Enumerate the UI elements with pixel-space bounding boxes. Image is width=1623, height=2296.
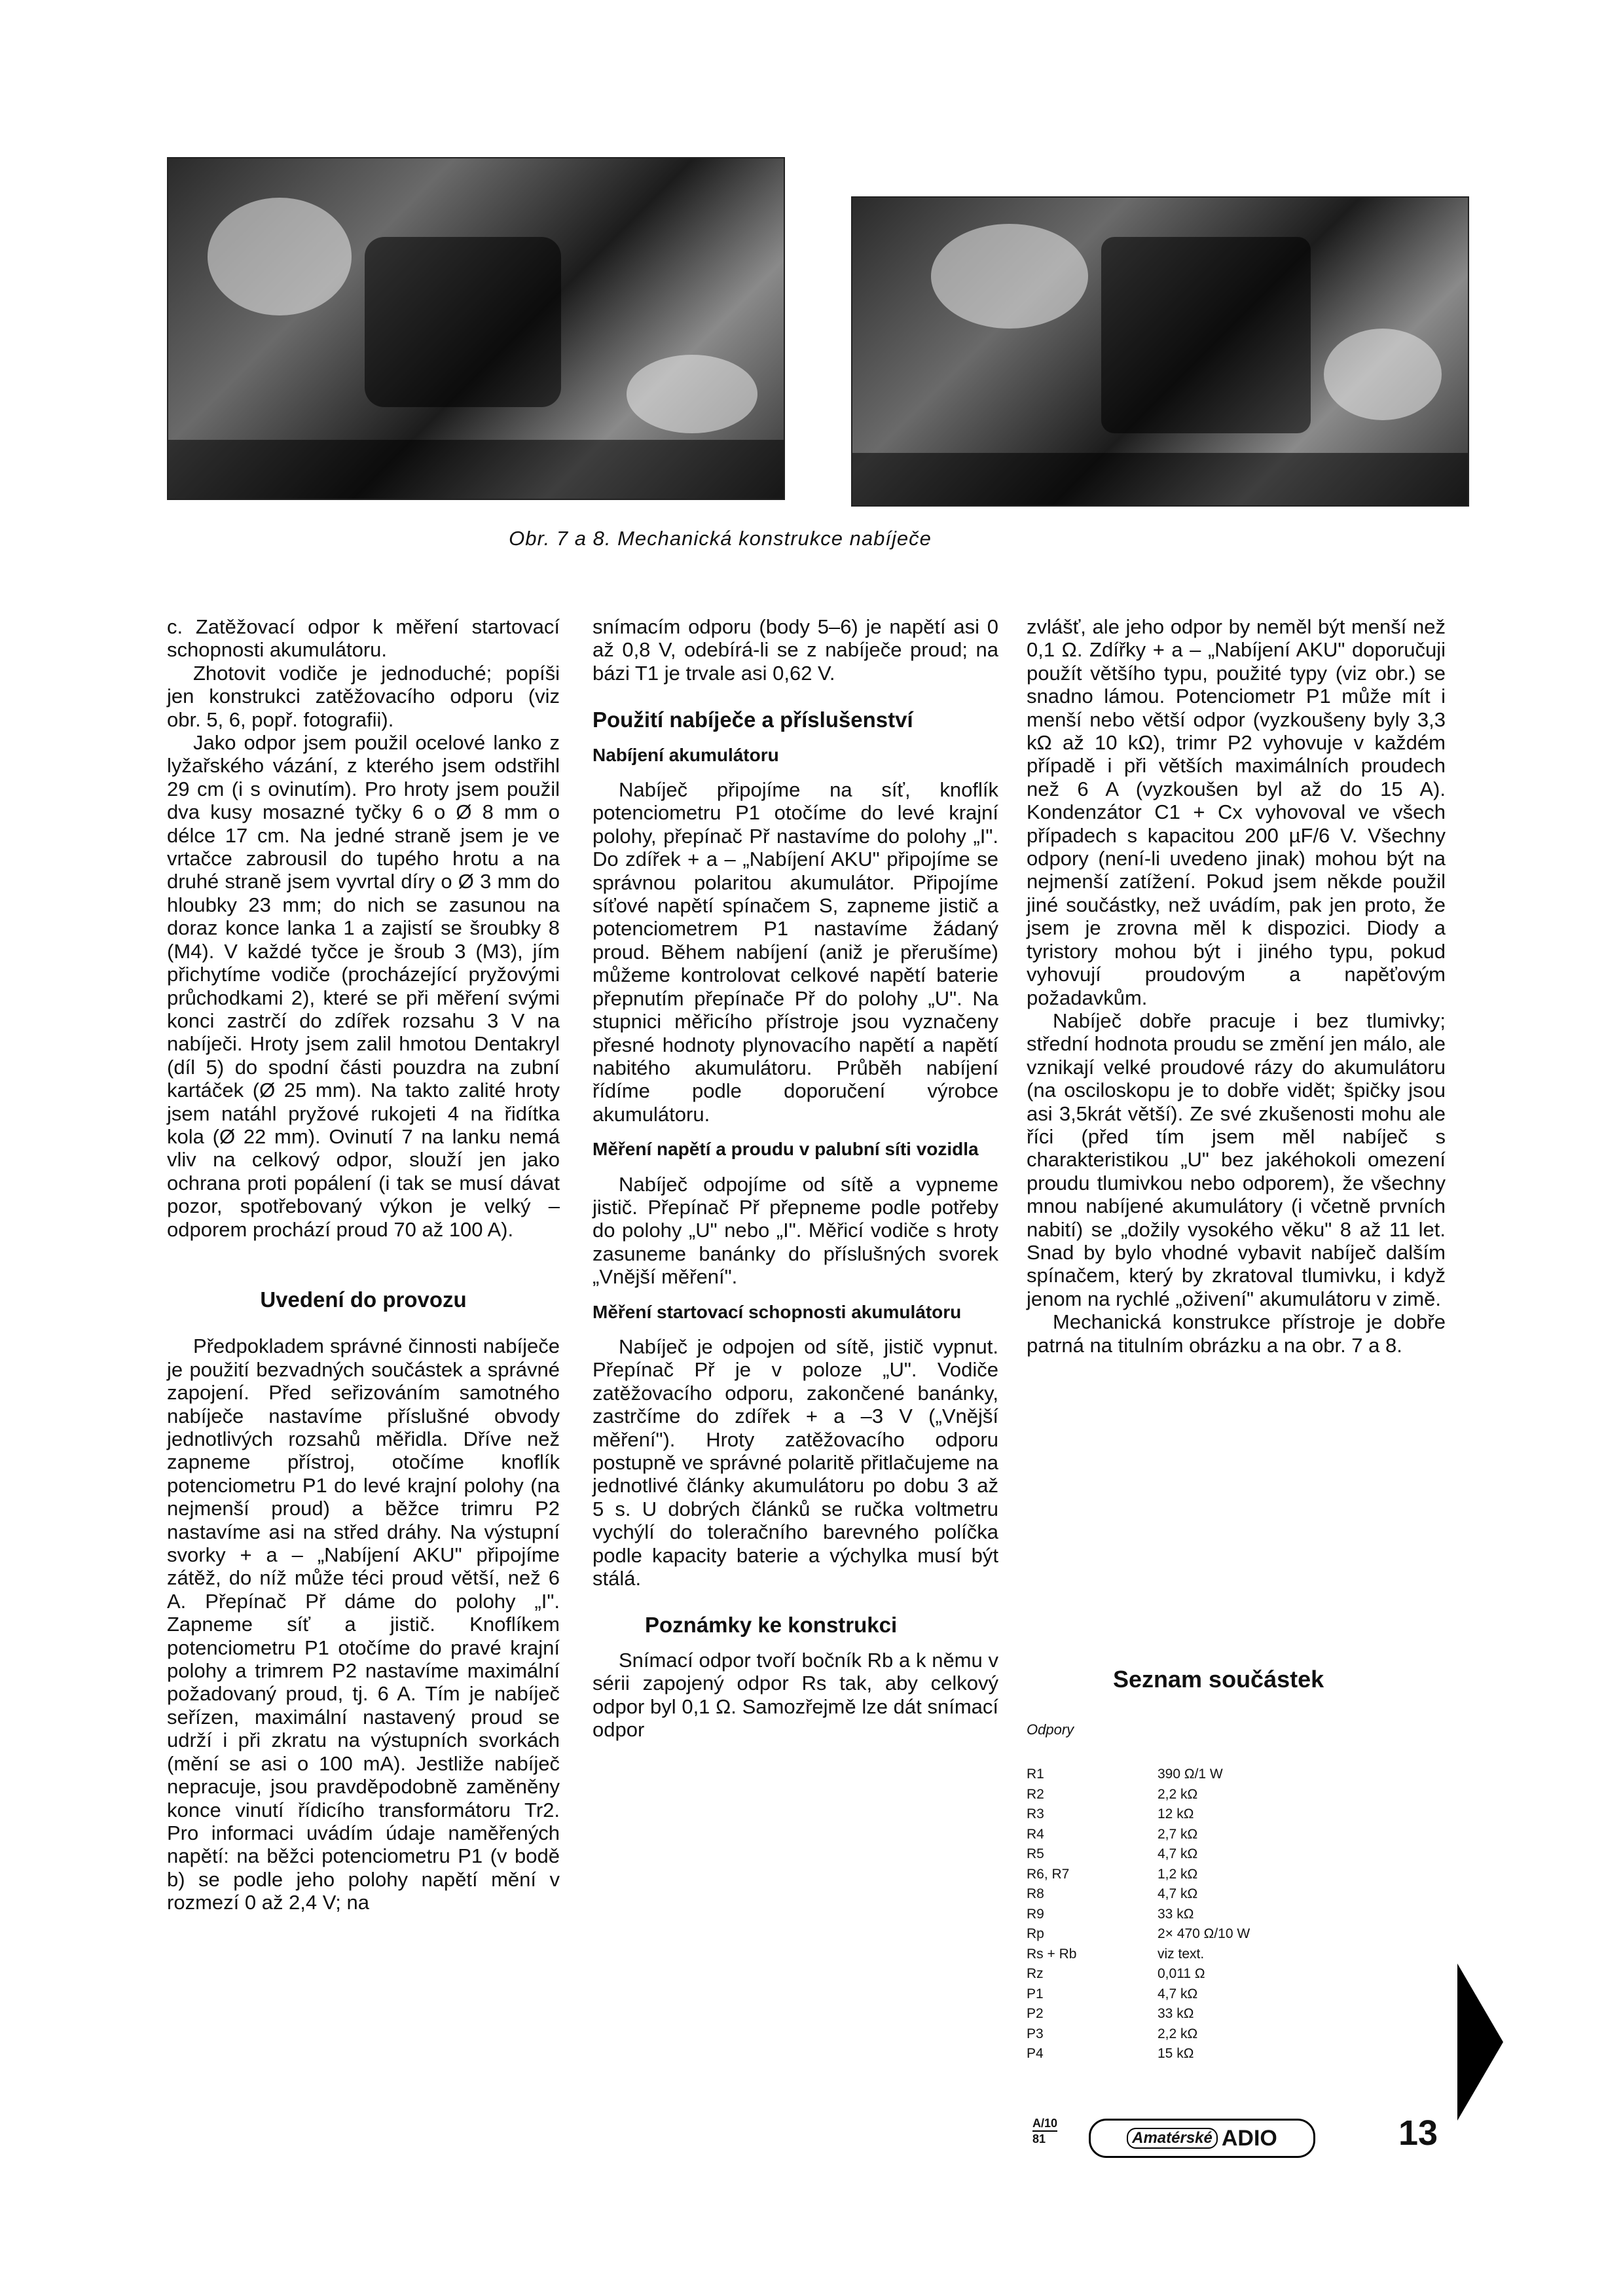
part-designator: P1 [1027,1986,1044,2001]
paragraph: Mechanická konstrukce přístroje je dobře patrná na titulním obrázku a na obr. 7 a 8. [1027,1310,1446,1357]
part-designator: R8 [1027,1886,1044,1901]
part-value: viz text. [1158,1946,1205,1962]
photo-charger-right [851,196,1469,507]
issue-bottom: 81 [1032,2130,1057,2146]
continue-arrow-icon [1457,1964,1503,2121]
parts-row [1027,1905,1334,1925]
part-designator: R6, R7 [1027,1866,1070,1882]
photo-charger-left [167,157,785,500]
parts-row [1027,1844,1334,1865]
part-designator: R4 [1027,1826,1044,1842]
paragraph: Nabíječ je odpojen od sítě, jistič vypnut. Přepínač Př je v poloze „U". Vodiče zatěžovacího odporu, zakončené banánky, zastrčíme do zdířek + a –3 V („Vnější měření"). Hroty zatěžovacího odporu postupně ve správné polaritě přitlačujeme na jednotlivé články akumulátoru po dobu 3 až 5 s. U dobrých článků se ručka voltmetru vychýlí do toleračního barevného políčka podle kapacity baterie a výchylka musí být stálá. [593,1335,998,1590]
part-value: 2,7 kΩ [1158,1826,1198,1842]
parts-row [1027,1865,1334,1885]
part-value: 2,2 kΩ [1158,1786,1198,1802]
paragraph: c. Zatěžovací odpor k měření startovací schopnosti akumulátoru. [167,615,560,662]
paragraph: Nabíječ připojíme na síť, knoflík potenciometru P1 otočíme do levé krajní polohy, přepínač Př nastavíme do polohy „I". Do zdířek + a – „Nabíjení AKU" připojíme se správnou polaritou akumulátor. Připojíme síťové napětí spínačem S, zapneme jistič a potenciometrem P1 nastavíme žádaný proud. Během nabíjení (aniž je přerušíme) můžeme kontrolovat celkové napětí baterie přepnutím přepínače Př do polohy „U". Na stupnici měřicího přístroje jsou vyznačeny přesné hodnoty plynovacího napětí a napětí nabitého akumulátoru. Průběh nabíjení řídíme podle doporučení výrobce akumulátoru. [593,778,998,1126]
parts-group-label: Odpory [1027,1721,1074,1738]
parts-row [1027,1785,1334,1805]
part-designator: P3 [1027,2026,1044,2041]
parts-row [1027,1945,1334,1965]
part-value: 2,2 kΩ [1158,2026,1198,2041]
part-value: 0,011 Ω [1158,1966,1205,1981]
part-value: 4,7 kΩ [1158,1986,1198,2001]
parts-row [1027,2044,1334,2064]
paragraph: Předpokladem správné činnosti nabíječe je použití bezvadných součástek a správné zapojení. Před seřizováním samotného nabíječe nastavíme příslušné obvody jednotlivých rozsahů měřidla. Dříve než zapneme přístroj, otočíme knoflík potenciometru P1 do levé krajní polohy (na nejmenší proud) a běžce trimru P2 nastavíme asi na střed dráhy. Na výstupní svorky + a – „Nabíjení AKU" připojíme zátěž, do níž může téci proud větší, než 6 A. Přepínač Př dáme do polohy „I". Zapneme síť a jistič. Knoflíkem potenciometru P1 otočíme do pravé krajní polohy a trimrem P2 nastavíme maximální požadovaný proud, tj. 6 A. Tím je nabíječ seřízen, maximální nastavený proud se udrží i při zkratu na výstupních svorkách (mění se asi o 100 mA). Jestliže nabíječ nepracuje, jsou pravděpodobně zaměněny konce vinutí řídicího transformátoru Tr2. Pro informaci uvádím údaje naměřených napětí: na běžci potenciometru P1 (v bodě b) se podle jeho polohy napětí mění v rozmezí 0 až 2,4 V; na [167,1335,560,1914]
issue-top: A/10 [1032,2117,1058,2130]
part-designator: P4 [1027,2046,1044,2061]
parts-list [1027,1765,1334,2064]
part-designator: R2 [1027,1786,1044,1802]
section-heading: Uvedení do provozu [260,1287,467,1312]
part-designator: R3 [1027,1806,1044,1821]
parts-heading: Seznam součástek [1113,1666,1324,1693]
column-3 [1027,615,1446,1357]
parts-row [1027,1825,1334,1845]
paragraph: Snímací odpor tvoří bočník Rb a k němu v sérii zapojený odpor Rs tak, aby celkový odpor byl 0,1 Ω. Samozřejmě lze dát snímací odpor [593,1648,998,1742]
part-designator: P2 [1027,2006,1044,2021]
issue-number [1032,2116,1057,2146]
part-value: 33 kΩ [1158,2006,1194,2021]
page-number: 13 [1398,2113,1438,2153]
magazine-logo [1089,2119,1315,2158]
subsection-heading: Měření napětí a proudu v palubní síti vozidla [593,1139,979,1160]
part-designator: Rs + Rb [1027,1946,1077,1962]
column-2 [593,615,998,1741]
subsection-heading: Měření startovací schopnosti akumulátoru [593,1301,962,1322]
parts-row [1027,1984,1334,2005]
figure-caption: Obr. 7 a 8. Mechanická konstrukce nabíječe [509,527,932,550]
section-heading: Poznámky ke konstrukci [645,1613,898,1638]
column-1 [167,615,560,1914]
parts-row [1027,2024,1334,2045]
part-designator: R9 [1027,1906,1044,1922]
paragraph: Jako odpor jsem použil ocelové lanko z lyžařského vázání, z kterého jsem odstřihl 29 cm (i s ovinutím). Pro hroty jsem použil dva kusy mosazné tyčky 6 o Ø 8 mm o délce 17 cm. Na jedné straně jsem je ve vrtačce zabrousil do tupého hrotu a na druhé straně jsem vyvrtal díry o Ø 3 mm do hloubky 23 mm; do nich se zasunou na doraz konce lanka 1 a zajistí se šroubky 8 (M4). V každé tyčce je šroub 3 (M3), jím přichytíme vodiče (procházející pryžovými průchodkami 2), které se při měření svými konci zastrčí do zdířek rozsahu 3 V na nabíječi. Hroty jsem zalil hmotou Dentakryl (díl 5) do spodní části pouzdra na zubní kartáček (Ø 25 mm). Na takto zalité hroty jsem natáhl pryžové rukojeti 4 na řidítka kola (Ø 22 mm). Ovinutí 7 na lanku nemá vliv na celkový odpor, slouží jen jako ochrana proti popálení (i tak se musí dávat pozor, spotřebovaný výkon je velký – odporem prochází proud 70 až 100 A). [167,731,560,1241]
part-value: 1,2 kΩ [1158,1866,1198,1882]
paragraph: Nabíječ dobře pracuje i bez tlumivky; střední hodnota proudu se změní jen málo, ale vznikají velké proudové rázy do akumulátoru (na osciloskopu je to dobře vidět; špičky jsou asi 3,5krát větší). Ze své zkušenosti mohu ale říci (před tím jsem měl nabíječ s charakteristikou „U" bez jakéhokoli omezení proudu tlumivkou nebo odporem), že všechny mnou nabíjené akumulátory (i včetně prvních nabití) se „dožily vysokého věku" 8 až 11 let. Snad by bylo vhodné vybavit nabíječ dalším spínačem, který by zkratoval tlumivku, i když jenom na rychlé „oživení" akumulátoru v zimě. [1027,1009,1446,1310]
subsection-heading: Nabíjení akumulátoru [593,744,779,765]
parts-row [1027,1765,1334,1785]
part-designator: R1 [1027,1767,1044,1782]
part-designator: Rz [1027,1966,1044,1981]
section-heading: Použití nabíječe a příslušenství [593,708,913,732]
parts-row [1027,1884,1334,1905]
paragraph: Zhotovit vodiče je jednoduché; popíši jen konstrukci zatěžovacího odporu (viz obr. 5, 6, popř. fotografii). [167,661,560,731]
parts-row [1027,1964,1334,1984]
parts-row [1027,1924,1334,1945]
parts-row [1027,1804,1334,1825]
part-value: 12 kΩ [1158,1806,1194,1821]
logo-text: ADIO [1221,2125,1277,2151]
part-designator: Rp [1027,1926,1044,1941]
part-value: 2× 470 Ω/10 W [1158,1926,1250,1941]
part-value: 33 kΩ [1158,1906,1194,1922]
part-value: 4,7 kΩ [1158,1886,1198,1901]
part-value: 15 kΩ [1158,2046,1194,2061]
parts-row [1027,2004,1334,2024]
paragraph: Nabíječ odpojíme od sítě a vypneme jistič. Přepínač Př přepneme podle potřeby do polohy „U" nebo „I". Měřicí vodiče s hroty zasuneme banánky do příslušných svorek „Vnější měření". [593,1172,998,1289]
logo-tag: Amatérské [1127,2128,1218,2149]
paragraph: snímacím odporu (body 5–6) je napětí asi 0 až 0,8 V, odebírá-li se z nabíječe proud; na bázi T1 je trvale asi 0,62 V. [593,615,998,685]
part-value: 4,7 kΩ [1158,1846,1198,1861]
part-designator: R5 [1027,1846,1044,1861]
part-value: 390 Ω/1 W [1158,1767,1223,1782]
paragraph: zvlášť, ale jeho odpor by neměl být menší než 0,1 Ω. Zdířky + a – „Nabíjení AKU" doporučuji použít většího typu, použité typy (viz obr.) se snadno lámou. Potenciometr P1 může mít i menší nebo větší odpor (vyzkoušeny byly 3,3 kΩ až 10 kΩ), trimr P2 vyhovuje v každém případě i při větších maximálních proudech než 6 A (vyzkoušen byl až do 15 A). Kondenzátor C1 + Cx vyhovoval ve všech případech s kapacitou 200 µF/6 V. Všechny odpory (není-li uvedeno jinak) mohou být na nejmenší zatížení. Pokud jsem někde použil jiné součástky, než uvádím, pak jen proto, že jsem je zrovna měl k dispozici. Diody a tyristory mohou být i jiného typu, pokud vyhovují proudovým a napěťovým požadavkům. [1027,615,1446,1009]
